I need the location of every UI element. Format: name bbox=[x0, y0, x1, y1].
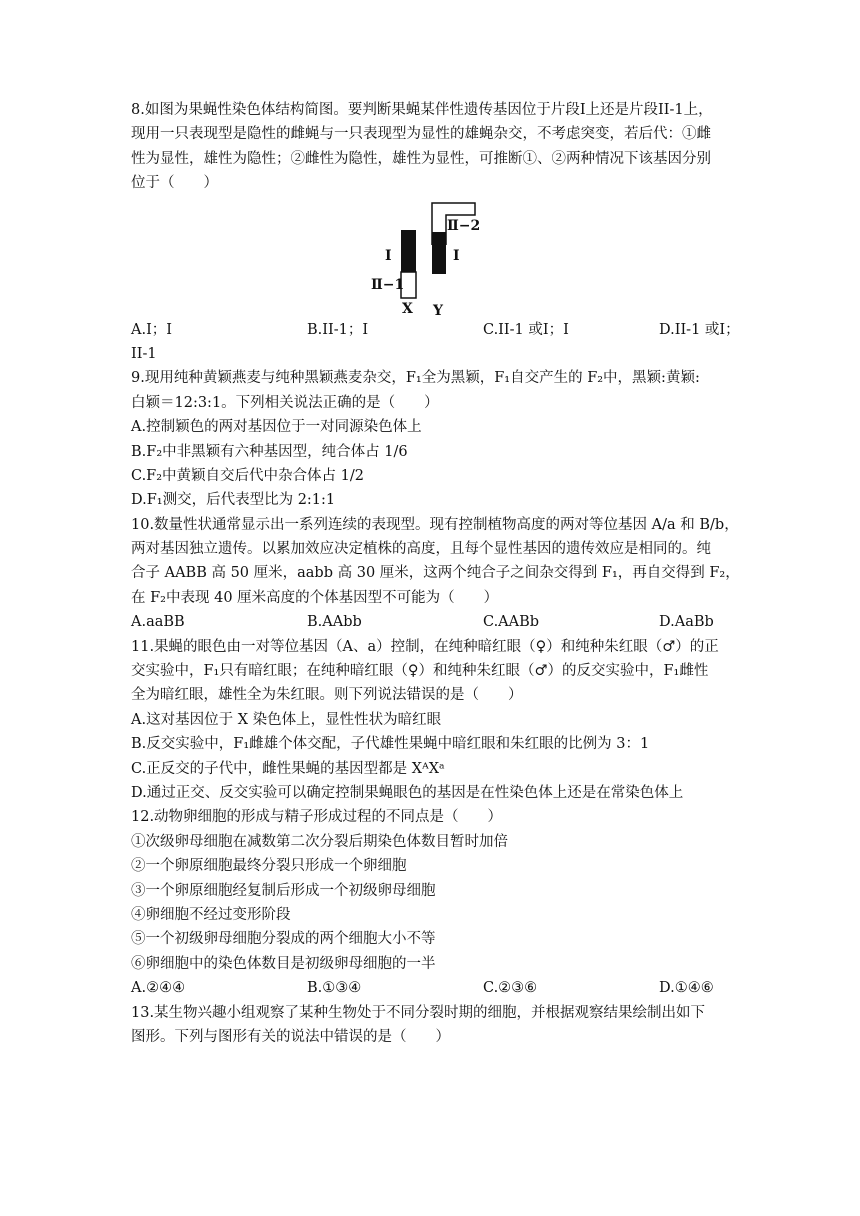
question-11-stem-line: 交实验中，F₁只有暗红眼；在纯种暗红眼（♀）和纯种朱红眼（♂）的反交实验中，F₁雌性 bbox=[131, 663, 709, 680]
option-b[interactable]: B.II-1；I bbox=[307, 321, 369, 338]
question-13 bbox=[131, 1001, 743, 1050]
option-a[interactable]: A.控制颖色的两对基因位于一对同源染色体上 bbox=[131, 419, 422, 436]
question-8-stem-line: 现用一只表现型是隐性的雌蝇与一只表现型为显性的雄蝇杂交，不考虑突变，若后代：①雌 bbox=[131, 126, 711, 143]
option-a[interactable]: A.I；I bbox=[131, 321, 173, 338]
option-d[interactable]: D.通过正交、反交实验可以确定控制果蝇眼色的基因是在性染色体上还是在常染色体上 bbox=[131, 784, 684, 801]
question-8-options bbox=[131, 318, 743, 342]
label-X: X bbox=[402, 300, 413, 317]
label-II1: Ⅱ−1 bbox=[371, 276, 405, 293]
question-9-stem-line: 白颖＝12:3:1。下列相关说法正确的是（ ） bbox=[131, 394, 439, 411]
option-c[interactable]: C.②③⑥ bbox=[483, 980, 538, 997]
option-c[interactable]: C.正反交的子代中，雌性果蝇的基因型都是 XᴬXᵃ bbox=[131, 760, 445, 777]
option-a[interactable]: A.这对基因位于 X 染色体上，显性性状为暗红眼 bbox=[131, 711, 442, 728]
option-b[interactable]: B.反交实验中，F₁雌雄个体交配，子代雄性果蝇中暗红眼和朱红眼的比例为 3：1 bbox=[131, 736, 650, 753]
statement-item: ③一个卵原细胞经复制后形成一个初级卵母细胞 bbox=[131, 882, 436, 899]
option-b[interactable]: B.①③④ bbox=[307, 980, 362, 997]
sex-chromosome-figure bbox=[131, 198, 743, 318]
label-I-right: I bbox=[453, 247, 460, 264]
option-c[interactable]: C.II-1 或I；I bbox=[483, 321, 569, 338]
question-11 bbox=[131, 635, 743, 806]
question-11-stem-line: 全为暗红眼，雄性全为朱红眼。则下列说法错误的是（ ） bbox=[131, 687, 523, 704]
question-9 bbox=[131, 366, 743, 512]
option-d[interactable]: D.II-1 或I； bbox=[659, 321, 740, 338]
question-10-stem-line: 在 F₂中表现 40 厘米高度的个体基因型不可能为（ ） bbox=[131, 589, 499, 606]
question-10-stem-line: 两对基因独立遗传。以累加效应决定植株的高度，且每个显性基因的遗传效应是相同的。纯 bbox=[131, 541, 711, 558]
sex-chromosome-diagram bbox=[371, 198, 515, 319]
option-d[interactable]: D.①④⑥ bbox=[659, 980, 714, 997]
statement-item: ⑤一个初级卵母细胞分裂成的两个细胞大小不等 bbox=[131, 931, 436, 948]
label-I-left: I bbox=[385, 247, 392, 264]
option-d[interactable]: D.F₁测交，后代表型比为 2:1:1 bbox=[131, 492, 336, 509]
question-9-stem-line: 9.现用纯种黄颖燕麦与纯种黑颖燕麦杂交，F₁全为黑颖，F₁自交产生的 F₂中，黑颖:黄颖: bbox=[131, 370, 700, 387]
label-Y: Y bbox=[433, 302, 443, 319]
question-12 bbox=[131, 805, 743, 1000]
question-10-stem-line: 10.数量性状通常显示出一系列连续的表现型。现有控制植物高度的两对等位基因 A/a 和 B/b， bbox=[131, 516, 739, 533]
question-10 bbox=[131, 513, 743, 635]
statement-item: ②一个卵原细胞最终分裂只形成一个卵细胞 bbox=[131, 858, 407, 875]
option-a[interactable]: A.②④④ bbox=[131, 980, 186, 997]
question-12-options bbox=[131, 976, 743, 1000]
option-c[interactable]: C.AABb bbox=[483, 614, 540, 631]
question-10-stem-line: 合子 AABB 高 50 厘米，aabb 高 30 厘米，这两个纯合子之间杂交得到 F₁，再自交得到 F₂， bbox=[131, 565, 740, 582]
option-d-continuation: II-1 bbox=[131, 345, 157, 362]
question-8-stem-line: 位于（ ） bbox=[131, 175, 218, 192]
statement-item: ①次级卵母细胞在减数第二次分裂后期染色体数目暂时加倍 bbox=[131, 833, 508, 850]
question-11-stem-line: 11.果蝇的眼色由一对等位基因（A、a）控制，在纯种暗红眼（♀）和纯种朱红眼（♂）的正 bbox=[131, 638, 719, 655]
option-b[interactable]: B.AAbb bbox=[307, 614, 362, 631]
question-13-stem-line: 图形。下列与图形有关的说法中错误的是（ ） bbox=[131, 1028, 450, 1045]
question-12-stem-line: 12.动物卵细胞的形成与精子形成过程的不同点是（ ） bbox=[131, 809, 503, 826]
exam-page bbox=[131, 98, 743, 1049]
question-8 bbox=[131, 98, 743, 366]
question-8-stem-line: 性为显性，雄性为隐性；②雌性为隐性，雄性为显性，可推断①、②两种情况下该基因分别 bbox=[131, 150, 711, 167]
statement-item: ④卵细胞不经过变形阶段 bbox=[131, 906, 291, 923]
label-II2: Ⅱ−2 bbox=[447, 217, 481, 234]
option-d[interactable]: D.AaBb bbox=[659, 614, 714, 631]
question-10-options bbox=[131, 610, 743, 634]
question-8-stem-line: 8.如图为果蝇性染色体结构简图。要判断果蝇某伴性遗传基因位于片段I上还是片段II-1上， bbox=[131, 102, 713, 118]
statement-item: ⑥卵细胞中的染色体数目是初级卵母细胞的一半 bbox=[131, 955, 436, 972]
question-13-stem-line: 13.某生物兴趣小组观察了某种生物处于不同分裂时期的细胞，并根据观察结果绘制出如下 bbox=[131, 1004, 706, 1021]
option-c[interactable]: C.F₂中黄颖自交后代中杂合体占 1/2 bbox=[131, 467, 365, 484]
y-chromosome-segment-I bbox=[432, 232, 446, 274]
option-b[interactable]: B.F₂中非黑颖有六种基因型，纯合体占 1/6 bbox=[131, 443, 408, 460]
option-a[interactable]: A.aaBB bbox=[131, 614, 185, 631]
x-chromosome-segment-I bbox=[401, 230, 416, 272]
